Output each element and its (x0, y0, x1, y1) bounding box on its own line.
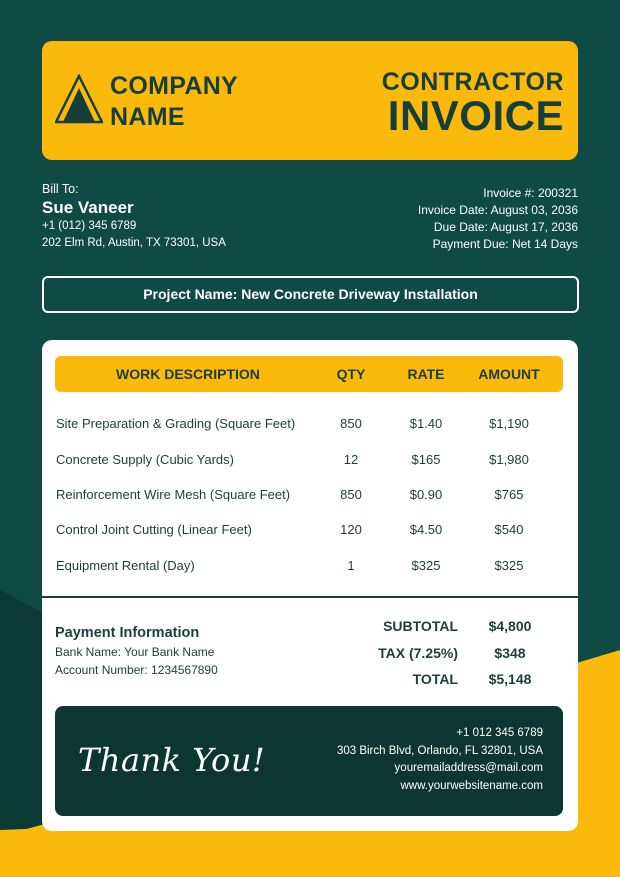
invoice-date: Invoice Date: August 03, 2036 (417, 203, 578, 217)
contact-phone: +1 012 345 6789 (456, 727, 543, 739)
footer-panel (55, 706, 563, 816)
contact-website[interactable]: www.yourwebsitename.com (400, 779, 543, 792)
payment-information (55, 624, 218, 679)
row-description: Concrete Supply (Cubic Yards) (56, 452, 234, 467)
invoice-card (42, 340, 578, 831)
invoice-number: Invoice #: 200321 (483, 186, 578, 200)
invoice-header (42, 41, 578, 160)
header-work-description: WORK DESCRIPTION (116, 366, 260, 382)
row-amount: $325 (494, 558, 524, 573)
row-description: Control Joint Cutting (Linear Feet) (56, 522, 252, 537)
totals-section (362, 616, 562, 696)
row-amount: $1,190 (489, 416, 529, 431)
row-description: Site Preparation & Grading (Square Feet) (56, 416, 296, 431)
row-qty: 850 (340, 416, 362, 431)
bill-to-label: Bill To: (42, 182, 79, 196)
project-name: Project Name: New Concrete Driveway Installation (42, 276, 579, 313)
tax-value: $348 (494, 644, 526, 661)
row-amount: $1,980 (489, 452, 529, 467)
company-name-line1: COMPANY (110, 72, 239, 100)
table-row (55, 450, 563, 470)
tax-label: TAX (7.25%) (378, 644, 458, 661)
table-row (55, 520, 563, 540)
table-row (55, 485, 563, 505)
table-header (55, 356, 563, 392)
row-qty: 12 (343, 452, 359, 467)
header-rate: RATE (407, 366, 445, 382)
contact-address: 303 Birch Blvd, Orlando, FL 32801, USA (336, 744, 543, 757)
account-number: Account Number: 1234567890 (55, 663, 218, 677)
thank-you-text: Thank You! (78, 741, 266, 779)
invoice-meta (418, 185, 578, 253)
row-qty: 1 (347, 558, 355, 573)
row-amount: $540 (494, 522, 524, 537)
row-rate: $325 (411, 558, 441, 573)
invoice-title-contractor: CONTRACTOR (381, 68, 564, 96)
tax-row (362, 643, 562, 670)
table-divider (42, 596, 578, 598)
row-rate: $4.50 (409, 522, 443, 537)
row-description: Equipment Rental (Day) (56, 558, 195, 573)
company-name (110, 71, 238, 133)
subtotal-row (362, 616, 562, 643)
row-rate: $0.90 (409, 487, 443, 502)
subtotal-label: SUBTOTAL (383, 618, 458, 634)
table-row (55, 414, 563, 434)
row-description: Reinforcement Wire Mesh (Square Feet) (56, 487, 291, 502)
client-phone: +1 (012) 345 6789 (42, 220, 137, 232)
header-amount: AMOUNT (478, 366, 540, 382)
row-qty: 120 (340, 522, 362, 537)
header-qty: QTY (336, 366, 366, 382)
table-row (55, 556, 563, 576)
due-date: Due Date: August 17, 2036 (433, 220, 578, 234)
bill-to-section (42, 181, 226, 252)
bank-name: Bank Name: Your Bank Name (55, 645, 215, 659)
payment-due: Payment Due: Net 14 Days (432, 237, 578, 251)
contact-info (337, 725, 543, 795)
client-name: Sue Vaneer (42, 198, 134, 217)
payment-title: Payment Information (55, 625, 200, 641)
row-rate: $165 (411, 452, 441, 467)
company-name-line2: NAME (110, 103, 185, 131)
row-amount: $765 (494, 487, 524, 502)
row-rate: $1.40 (409, 416, 443, 431)
total-row (362, 669, 562, 696)
contact-email[interactable]: youremailaddress@mail.com (394, 762, 543, 774)
subtotal-value: $4,800 (488, 618, 532, 634)
triangle-logo-icon (55, 74, 103, 124)
total-value: $5,148 (488, 671, 532, 687)
row-qty: 850 (340, 487, 362, 502)
invoice-title-invoice: INVOICE (387, 92, 564, 139)
client-address: 202 Elm Rd, Austin, TX 73301, USA (42, 237, 226, 249)
total-label: TOTAL (412, 671, 458, 687)
